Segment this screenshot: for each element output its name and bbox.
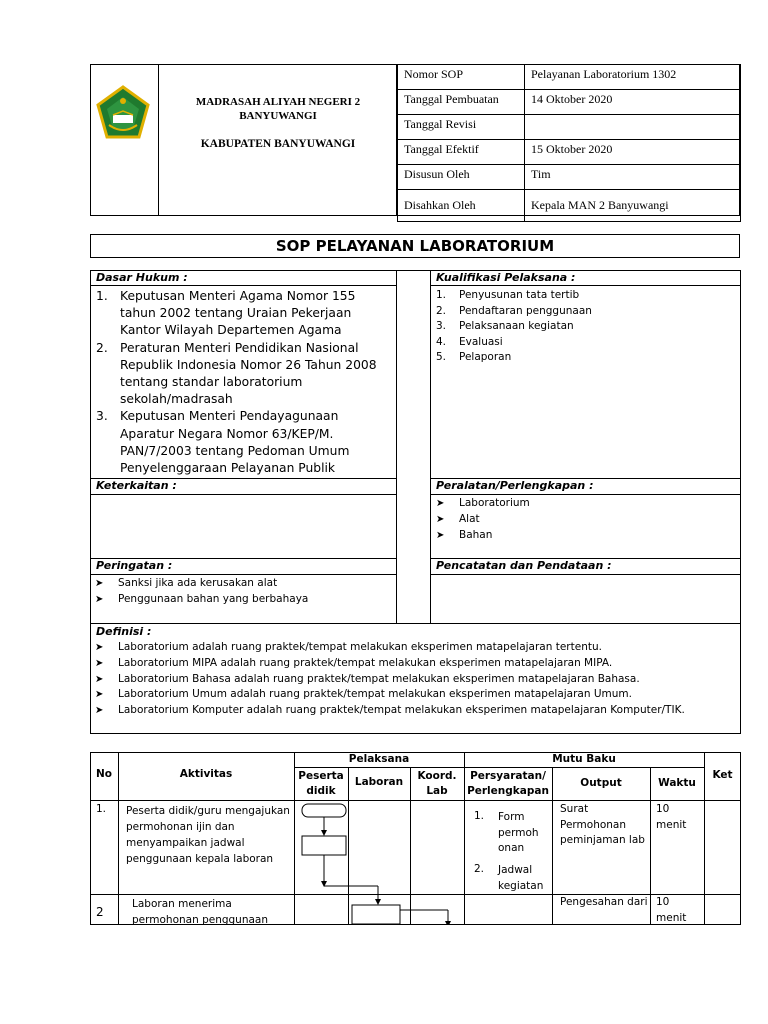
list-item: ➤ Laboratorium xyxy=(431,496,731,512)
req-num: 1. xyxy=(474,810,485,822)
col-header-laboran: Laboran xyxy=(354,776,404,788)
list-item: 2. Pendaftaran penggunaan xyxy=(436,304,592,317)
req-num: 2. xyxy=(474,863,485,875)
list-item: 5. Pelaporan xyxy=(436,351,512,363)
meta-row xyxy=(398,65,741,90)
sop-meta-table xyxy=(397,64,741,222)
list-item: ➤ Laboratorium adalah ruang praktek/tempat melakukan eksperimen matapelajaran tertentu. xyxy=(90,640,740,656)
row-waktu: 10 menit xyxy=(656,803,687,831)
meta-label: Tanggal Efektif xyxy=(398,140,525,165)
definisi-list xyxy=(90,640,740,719)
arrow-bullet-icon: ➤ xyxy=(95,593,104,605)
grid-line xyxy=(430,494,741,495)
peringatan-heading: Peringatan : xyxy=(96,559,173,572)
dasar-hukum-heading: Dasar Hukum : xyxy=(96,271,188,284)
meta-value: Tim xyxy=(525,165,741,190)
arrow-bullet-icon: ➤ xyxy=(436,529,445,541)
col-header-aktivitas: Aktivitas xyxy=(179,768,233,780)
flowchart xyxy=(294,800,564,925)
list-item: ➤ Laboratorium MIPA adalah ruang praktek/tempat melakukan eksperimen matapelajaran MIPA. xyxy=(90,656,740,672)
row-aktivitas: Peserta didik/guru mengajukan permohonan ijin dan menyampaikan jadwal penggunaan kepala laboran xyxy=(126,805,290,865)
col-header-pelaksana: Pelaksana xyxy=(348,753,410,765)
terminator-shape xyxy=(302,804,346,817)
arrow-bullet-icon: ➤ xyxy=(95,642,104,653)
col-header-ket: Ket xyxy=(712,769,733,781)
row-output: Surat Permohonan peminjaman lab xyxy=(560,803,645,846)
sop-header xyxy=(90,64,740,216)
col-header-koord: Koord. Lab xyxy=(417,770,457,797)
arrow-bullet-icon: ➤ xyxy=(95,673,104,685)
col-header-peserta: Peserta didik xyxy=(298,770,344,797)
arrow-bullet-icon: ➤ xyxy=(95,657,104,669)
row-waktu: 10 menit xyxy=(656,896,687,924)
list-item: ➤ Laboratorium Umum adalah ruang praktek/tempat melakukan eksperimen matapelajaran Umum. xyxy=(90,687,740,703)
peralatan-heading: Peralatan/Perlengkapan : xyxy=(436,479,594,492)
arrow-bullet-icon: ➤ xyxy=(95,578,104,589)
meta-label: Disahkan Oleh xyxy=(398,190,525,222)
arrow-bullet-icon: ➤ xyxy=(95,705,104,717)
col-header-no: No xyxy=(95,768,112,780)
list-item: 1. Penyusunan tata tertib xyxy=(436,289,580,301)
school-title-cell xyxy=(159,65,397,215)
activity-table xyxy=(90,752,741,925)
col-header-output: Output xyxy=(580,777,622,789)
meta-row xyxy=(398,90,741,115)
meta-value: Pelayanan Laboratorium 1302 xyxy=(525,65,741,90)
sop-title: SOP PELAYANAN LABORATORIUM xyxy=(90,234,740,258)
arrow-bullet-icon: ➤ xyxy=(95,689,104,701)
row-aktivitas: Laboran menerima permohonan penggunaan xyxy=(132,898,269,926)
meta-row xyxy=(398,140,741,165)
list-item: 3. Keputusan Menteri Pendayagunaan Aparatur Negara Nomor 63/KEP/M. PAN/7/2003 tentang Pedoman Umum Penyelenggaraan Pelayanan Publik xyxy=(96,409,350,476)
meta-row xyxy=(398,165,741,190)
list-item: ➤ Sanksi jika ada kerusakan alat xyxy=(90,576,390,592)
list-item: 1. Keputusan Menteri Agama Nomor 155 tahun 2002 tentang Uraian Pekerjaan Kantor Wilayah Departemen Agama xyxy=(96,289,356,338)
arrow-bullet-icon: ➤ xyxy=(436,498,445,509)
peralatan-list xyxy=(431,496,731,543)
row-no: 1. xyxy=(96,803,107,815)
grid-line xyxy=(90,285,396,286)
list-item: 3. Pelaksanaan kegiatan xyxy=(436,320,574,332)
col-header-persyaratan: Persyaratan/ Perlengkapan xyxy=(467,770,549,797)
process-shape xyxy=(352,905,400,924)
table-col-line xyxy=(650,767,651,925)
kualifikasi-heading: Kualifikasi Pelaksana : xyxy=(436,271,576,284)
col-header-mutu: Mutu Baku xyxy=(552,753,616,765)
school-name: MADRASAH ALIYAH NEGERI 2 BANYUWANGI xyxy=(195,96,361,122)
grid-line xyxy=(90,494,396,495)
process-shape xyxy=(302,836,346,855)
meta-label: Tanggal Pembuatan xyxy=(398,90,525,115)
row-output: Pengesahan dari xyxy=(560,896,648,908)
meta-row xyxy=(398,115,741,140)
meta-value: 14 Oktober 2020 xyxy=(525,90,741,115)
col-header-waktu: Waktu xyxy=(658,777,696,789)
dasar-hukum-list xyxy=(90,288,390,477)
list-item: ➤ Penggunaan bahan yang berbahaya xyxy=(90,592,390,608)
list-item: ➤ Laboratorium Komputer adalah ruang praktek/tempat melakukan eksperimen matapelajaran Komputer/TIK. xyxy=(90,703,740,719)
grid-line xyxy=(430,574,741,575)
meta-label: Disusun Oleh xyxy=(398,165,525,190)
pencatatan-heading: Pencatatan dan Pendataan : xyxy=(436,559,612,572)
list-item: ➤ Bahan xyxy=(431,528,731,544)
logo-cell xyxy=(91,65,159,215)
regency-name: KABUPATEN BANYUWANGI xyxy=(200,138,356,150)
meta-label: Nomor SOP xyxy=(398,65,525,90)
table-row-line xyxy=(294,767,704,768)
grid-line xyxy=(430,285,741,286)
list-item: ➤ Alat xyxy=(431,512,731,528)
req-text: Form permoh onan xyxy=(498,811,539,854)
meta-row xyxy=(398,190,741,222)
kualifikasi-list xyxy=(431,288,731,366)
grid-line xyxy=(90,574,396,575)
req-text: Jadwal kegiatan xyxy=(498,864,544,892)
meta-label: Tanggal Revisi xyxy=(398,115,525,140)
meta-value xyxy=(525,115,741,140)
grid-divider xyxy=(396,270,397,624)
list-item: 4. Evaluasi xyxy=(436,335,503,348)
meta-value: Kepala MAN 2 Banyuwangi xyxy=(525,190,741,222)
list-item: 2. Peraturan Menteri Pendidikan Nasional Republik Indonesia Nomor 26 Tahun 2008 tentang standar laboratorium sekolah/madrasah xyxy=(96,340,377,407)
row-no: 2 xyxy=(96,905,104,919)
arrow-bullet-icon: ➤ xyxy=(436,513,445,525)
keterkaitan-heading: Keterkaitan : xyxy=(96,479,177,492)
kemenag-logo-icon xyxy=(95,85,151,147)
definisi-heading: Definisi : xyxy=(96,625,152,638)
list-item: ➤ Laboratorium Bahasa adalah ruang praktek/tempat melakukan eksperimen matapelajaran Bahasa. xyxy=(90,672,740,688)
meta-value: 15 Oktober 2020 xyxy=(525,140,741,165)
peringatan-list xyxy=(90,576,390,608)
